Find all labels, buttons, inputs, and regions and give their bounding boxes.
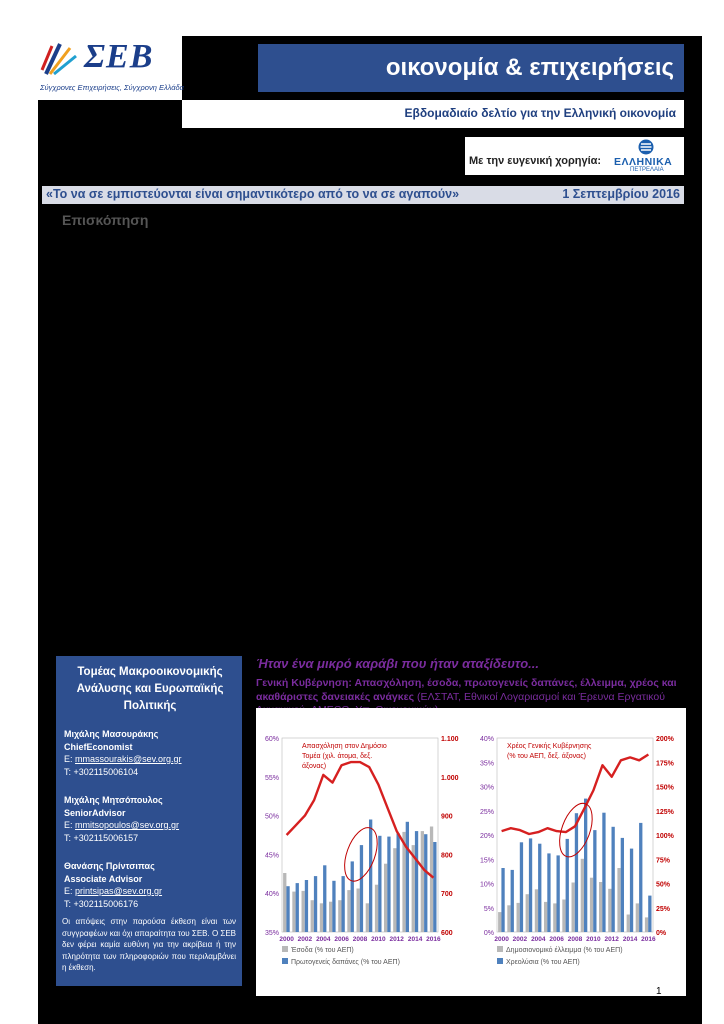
legend-label: Πρωτογενείς δαπάνες (% του ΑΕΠ) <box>291 959 400 966</box>
x-tick-label: 2012 <box>389 936 404 943</box>
y-tick-left: 25% <box>479 808 494 816</box>
logo-text: ΣΕΒ <box>84 38 154 75</box>
bar <box>424 834 427 932</box>
page-subtitle: Εβδομαδιαίο δελτίο για την Ελληνική οικονομία <box>404 106 676 120</box>
bar <box>627 915 630 933</box>
contact-name: Μιχάλης Μασουράκης <box>64 729 159 739</box>
chart-debt-deficit <box>471 708 686 996</box>
bar <box>547 853 550 932</box>
y-tick-right: 50% <box>656 881 671 889</box>
bar <box>581 859 584 932</box>
bar <box>347 890 350 932</box>
y-tick-left: 45% <box>264 852 279 860</box>
bar <box>421 831 424 932</box>
bar <box>357 889 360 933</box>
contact-name: Μιχάλης Μητσόπουλος <box>64 795 163 805</box>
x-tick-label: 2004 <box>316 936 331 943</box>
bar <box>342 876 345 932</box>
bar <box>387 837 390 932</box>
bar <box>511 870 514 932</box>
y-tick-left: 15% <box>479 857 494 865</box>
contact-sidebar <box>56 656 242 986</box>
y-tick-left: 35% <box>479 760 494 768</box>
y-tick-right: 900 <box>441 813 453 821</box>
y-tick-right: 75% <box>656 857 671 865</box>
bar <box>314 876 317 932</box>
x-tick-label: 2006 <box>334 936 349 943</box>
x-tick-label: 2006 <box>549 936 564 943</box>
y-tick-left: 40% <box>264 891 279 899</box>
bar <box>630 849 633 932</box>
bar <box>590 878 593 932</box>
bar <box>375 885 378 932</box>
x-tick-label: 2014 <box>622 936 638 943</box>
bar <box>517 903 520 932</box>
y-tick-right: 125% <box>656 808 674 816</box>
y-tick-left: 35% <box>264 930 279 937</box>
bar <box>320 903 323 932</box>
bar <box>498 912 501 932</box>
bar <box>639 823 642 932</box>
sponsor-name: ΕΛΛΗΝΙΚΑ <box>614 156 673 168</box>
bar <box>529 838 532 932</box>
contact-email-row <box>64 753 182 766</box>
page-title: οικονομία & επιχειρήσεις <box>385 54 674 81</box>
sponsor-box <box>465 137 684 175</box>
y-tick-left: 55% <box>264 774 279 782</box>
contact-email-link[interactable]: printsipas@sev.org.gr <box>75 886 163 896</box>
contact-card <box>64 728 182 778</box>
contact-email-link[interactable]: mmitsopoulos@sev.org.gr <box>75 820 180 830</box>
bar <box>501 868 504 932</box>
email-label: E: <box>64 754 73 764</box>
bar <box>292 892 295 932</box>
bar <box>332 881 335 932</box>
y-tick-right: 1.000 <box>441 774 459 782</box>
x-tick-label: 2008 <box>567 936 583 943</box>
bar <box>562 900 565 933</box>
quote-bar <box>42 186 684 204</box>
bar <box>360 845 363 932</box>
chart-annotation: Απασχόληση στον Δημόσιο <box>302 743 387 750</box>
contact-email-row <box>64 885 162 898</box>
y-tick-right: 0% <box>656 930 667 937</box>
bar <box>415 831 418 932</box>
subtitle-strip <box>182 100 684 128</box>
bar <box>393 848 396 932</box>
contact-card <box>64 860 162 910</box>
contact-phone: T: +302115006104 <box>64 766 139 777</box>
chart-annotation: Χρέος Γενικής Κυβέρνησης <box>507 743 592 750</box>
bar <box>305 880 308 932</box>
bar <box>636 903 639 932</box>
email-label: E: <box>64 820 73 830</box>
bar <box>433 842 436 932</box>
y-tick-left: 5% <box>483 905 494 913</box>
x-tick-label: 2002 <box>297 936 313 943</box>
y-tick-right: 1.100 <box>441 736 459 743</box>
y-tick-left: 20% <box>479 833 494 840</box>
x-tick-label: 2012 <box>604 936 619 943</box>
chart-subtitle-source: (ΕΛΣΤΑΤ, Εθνικοί Λογαριασμοί και Έρευνα Εργατικού <box>417 690 665 703</box>
bar <box>553 903 556 932</box>
bar <box>329 902 332 932</box>
bar <box>397 833 400 932</box>
legend-label: Δημοσιονομικό έλλειμμα (% του ΑΕΠ) <box>506 947 623 954</box>
sponsor-mark-icon <box>638 139 654 155</box>
disclaimer: Οι απόψεις στην παρούσα έκθεση είναι των συγγραφέων και όχι απαραίτητα του ΣΕΒ. Ο ΣΕΒ δεν φέρει καμία ευθύνη για την ακρίβεια ή την πληρότητα των πληροφοριών που περιλαμβάνει η έκθεση. <box>62 917 237 972</box>
sponsor-logo <box>612 139 680 173</box>
chart-annotation: Τομέα (χιλ. άτομα, δεξ. <box>302 753 373 760</box>
y-tick-left: 0% <box>483 930 494 937</box>
y-tick-left: 40% <box>479 736 494 743</box>
x-tick-label: 2010 <box>586 936 601 943</box>
y-tick-left: 10% <box>479 881 494 889</box>
logo-slogan: Σύγχρονες Επιχειρήσεις, Σύγχρονη Ελλάδα <box>40 83 184 92</box>
y-tick-right: 800 <box>441 852 453 860</box>
chart-annotation: άξονας) <box>302 763 327 770</box>
y-tick-right: 25% <box>656 905 671 913</box>
bar <box>584 799 587 932</box>
contact-phone: T: +302115006157 <box>64 832 139 843</box>
bar <box>608 889 611 932</box>
bar <box>645 917 648 932</box>
bar <box>538 844 541 932</box>
sev-logo <box>40 38 190 98</box>
y-tick-right: 600 <box>441 930 453 937</box>
x-tick-label: 2016 <box>426 936 441 943</box>
y-tick-left: 60% <box>264 736 279 743</box>
x-tick-label: 2000 <box>494 936 509 943</box>
chart-employment-revenue <box>256 708 471 996</box>
x-tick-label: 2016 <box>641 936 656 943</box>
chart-annotation: (% του ΑΕΠ, δεξ. άξονας) <box>507 753 586 760</box>
legend-swatch <box>282 946 288 952</box>
y-tick-left: 30% <box>479 784 494 792</box>
bar <box>557 855 560 932</box>
bar <box>378 836 381 932</box>
y-tick-right: 175% <box>656 760 674 768</box>
x-tick-label: 2014 <box>407 936 423 943</box>
bar <box>535 889 538 932</box>
bar <box>599 882 602 932</box>
x-tick-label: 2008 <box>352 936 368 943</box>
y-tick-right: 100% <box>656 833 674 840</box>
chart-section-title: Ήταν ένα μικρό καράβι που ήταν αταξίδευτο... <box>256 656 539 671</box>
bar <box>602 813 605 932</box>
bar <box>366 903 369 932</box>
contact-role: Associate Advisor <box>64 873 143 884</box>
sponsor-label: Με την ευγενική χορηγία: <box>469 155 602 167</box>
quote-text: «Το να σε εμπιστεύονται είναι σημαντικότερο από το να σε αγαπούν» <box>46 187 460 201</box>
contact-card <box>64 794 179 844</box>
contact-phone: T: +302115006176 <box>64 898 139 909</box>
bar <box>507 905 510 932</box>
legend-swatch <box>497 958 503 964</box>
bar <box>311 900 314 932</box>
bar <box>302 891 305 932</box>
bar <box>520 842 523 932</box>
contact-role: SeniorAdvisor <box>64 807 126 818</box>
bar <box>338 900 341 932</box>
contact-email-row <box>64 819 179 832</box>
bar <box>323 865 326 932</box>
x-tick-label: 2004 <box>531 936 546 943</box>
y-tick-right: 200% <box>656 736 674 743</box>
bar <box>384 864 387 932</box>
legend-label: Έσοδα (% του ΑΕΠ) <box>291 947 354 954</box>
chart-subtitle-bold: Γενική Κυβέρνηση: Απασχόληση, έσοδα, πρωτογενείς δαπάνες, έλλειμμα, χρέος και ακαθάριστες δανειακές ανάγκες <box>256 677 677 703</box>
bar <box>296 883 299 932</box>
bar <box>286 886 289 932</box>
bar <box>406 822 409 932</box>
bar <box>544 902 547 932</box>
section-title: Επισκόπηση <box>62 212 149 228</box>
x-tick-label: 2010 <box>371 936 386 943</box>
bar <box>369 820 372 933</box>
sponsor-sub: ΠΕΤΡΕΛΑΙΑ <box>630 167 664 173</box>
contact-role: ChiefEconomist <box>64 741 133 752</box>
email-label: E: <box>64 886 73 896</box>
legend-swatch <box>282 958 288 964</box>
logo-mark-icon <box>40 40 80 78</box>
legend-swatch <box>497 946 503 952</box>
bar <box>572 883 575 933</box>
y-tick-right: 150% <box>656 784 674 792</box>
x-tick-label: 2000 <box>279 936 294 943</box>
sidebar-heading: Τομέας Μακροοικονομικής Ανάλυσης και Ευρωπαϊκής Πολιτικής <box>76 666 224 712</box>
bar <box>283 873 286 932</box>
issue-date: 1 Σεπτεμβρίου 2016 <box>562 187 680 201</box>
bar <box>648 896 651 932</box>
bar <box>566 839 569 932</box>
bar <box>593 830 596 932</box>
legend-label: Χρεολύσια (% του ΑΕΠ) <box>506 959 580 966</box>
bar <box>621 838 624 932</box>
contact-email-link[interactable]: mmassourakis@sev.org.gr <box>75 754 182 764</box>
y-tick-left: 50% <box>264 813 279 821</box>
bar <box>351 861 354 932</box>
charts-panel <box>256 708 686 996</box>
y-tick-right: 700 <box>441 891 453 899</box>
page-number: 1 <box>656 986 662 997</box>
contact-name: Θανάσης Πρίντσιπας <box>64 861 155 871</box>
bar <box>612 827 615 932</box>
bar <box>526 894 529 932</box>
bar <box>617 868 620 932</box>
bar <box>430 827 433 933</box>
x-tick-label: 2002 <box>512 936 528 943</box>
title-bar <box>258 44 684 92</box>
bar <box>575 813 578 932</box>
